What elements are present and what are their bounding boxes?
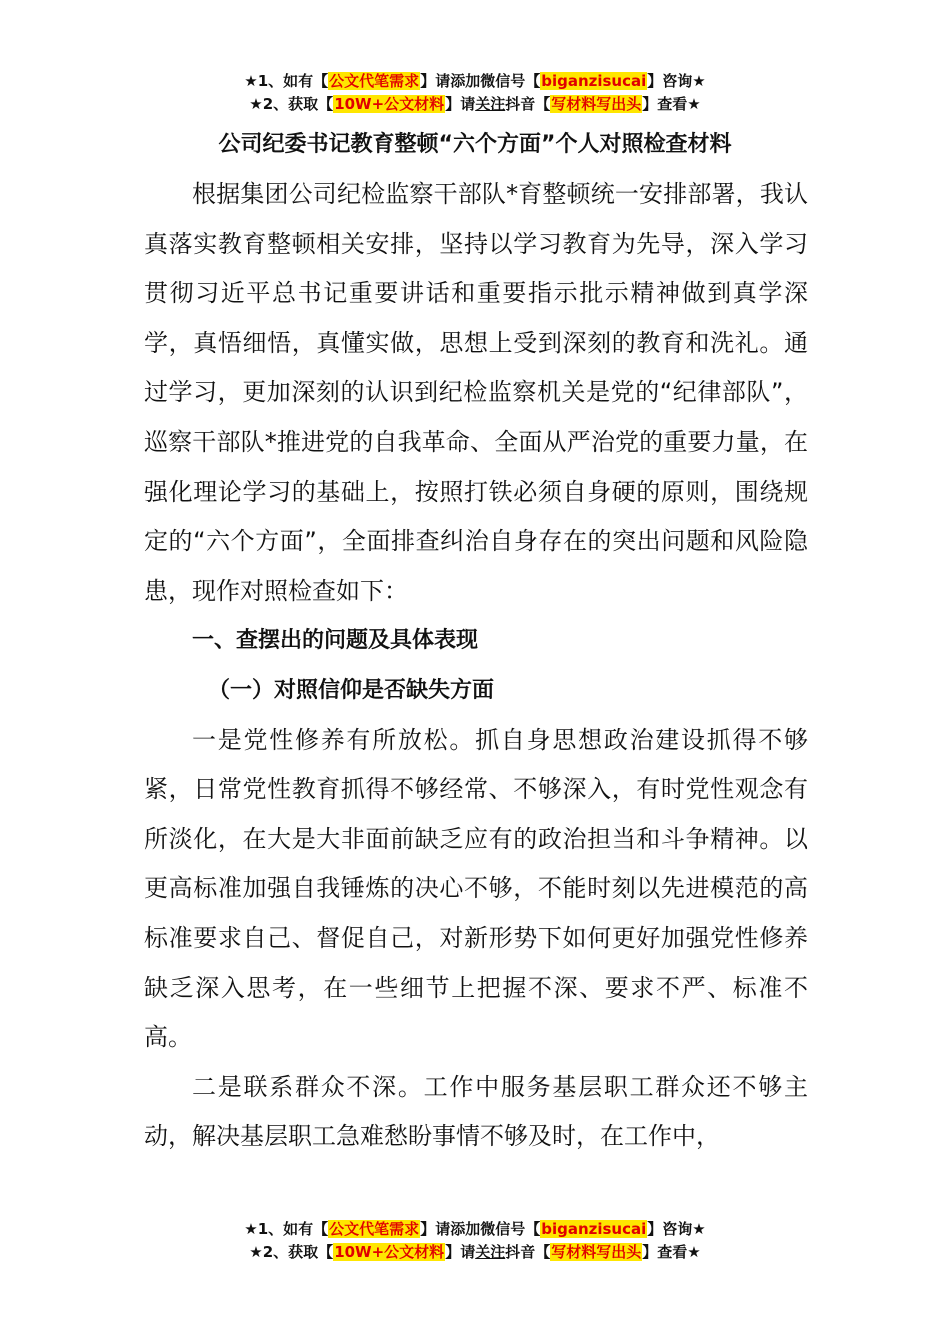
promo-text: 抖音【 (505, 95, 551, 113)
promo-line-2 (0, 1241, 950, 1264)
promo-highlight: 公文代笔需求 (329, 1220, 420, 1238)
promo-wechat-id: biganzisucai (541, 72, 647, 90)
promo-highlight: 写材料写出头 (551, 95, 642, 113)
promo-highlight: 写材料写出头 (551, 1243, 642, 1261)
document-title: 公司纪委书记教育整顿“六个方面”个人对照检查材料 (218, 132, 732, 157)
intro-paragraph: 根据集团公司纪检监察干部队*育整顿统一安排部署，我认真落实教育整顿相关安排，坚持以学习教育为先导，深入学习贯彻习近平总书记重要讲话和重要指示批示精神做到真学深学，真悟细悟，真懂实做，思想上受到深刻的教育和洗礼。通过学习，更加深刻的认识到纪检监察机关是党的“纪律部队”，巡察干部队*推进党的自我革命、全面从严治党的重要力量，在强化理论学习的基础上，按照打铁必须自身硬的原则，围绕规定的“六个方面”，全面排查纠治自身存在的突出问题和风险隐患，现作对照检查如下： (144, 180, 808, 605)
promo-text: ★2、获取【 (249, 95, 334, 113)
promo-line-1 (0, 70, 950, 93)
promo-banner-bottom (0, 1218, 950, 1264)
promo-underline: 关注 (475, 1243, 506, 1261)
promo-text: 】请 (445, 1243, 476, 1261)
promo-text: 】请添加微信号【 (420, 72, 541, 90)
promo-wechat-id: biganzisucai (541, 1220, 647, 1238)
promo-text: 】咨询★ (647, 1220, 706, 1238)
promo-underline: 关注 (475, 95, 506, 113)
promo-text: 】查看★ (642, 95, 701, 113)
document-body (144, 170, 808, 1162)
promo-text: 】查看★ (642, 1243, 701, 1261)
promo-text: 抖音【 (505, 1243, 551, 1261)
subsection-heading: （一）对照信仰是否缺失方面 (208, 677, 495, 703)
promo-line-2 (0, 93, 950, 116)
promo-text: 】请添加微信号【 (420, 1220, 541, 1238)
promo-banner-top (0, 70, 950, 116)
promo-highlight: 10W+公文材料 (334, 95, 445, 113)
section-heading: 一、查摆出的问题及具体表现 (192, 628, 479, 654)
body-paragraph: 一是党性修养有所放松。抓自身思想政治建设抓得不够紧，日常党性教育抓得不够经常、不够深入，有时党性观念有所淡化，在大是大非面前缺乏应有的政治担当和斗争精神。以更高标准加强自我锤炼的决心不够，不能时刻以先进模范的高标准要求自己、督促自己，对新形势下如何更好加强党性修养缺乏深入思考，在一些细节上把握不深、要求不严、标准不高。 (144, 725, 808, 1052)
promo-text: ★1、如有【 (244, 1220, 329, 1238)
promo-highlight: 公文代笔需求 (329, 72, 420, 90)
promo-highlight: 10W+公文材料 (334, 1243, 445, 1261)
promo-text: ★2、获取【 (249, 1243, 334, 1261)
promo-text: 】请 (445, 95, 476, 113)
promo-text: ★1、如有【 (244, 72, 329, 90)
promo-text: 】咨询★ (647, 72, 706, 90)
promo-line-1 (0, 1218, 950, 1241)
body-paragraph: 二是联系群众不深。工作中服务基层职工群众还不够主动，解决基层职工急难愁盼事情不够及时，在工作中， (144, 1072, 808, 1151)
